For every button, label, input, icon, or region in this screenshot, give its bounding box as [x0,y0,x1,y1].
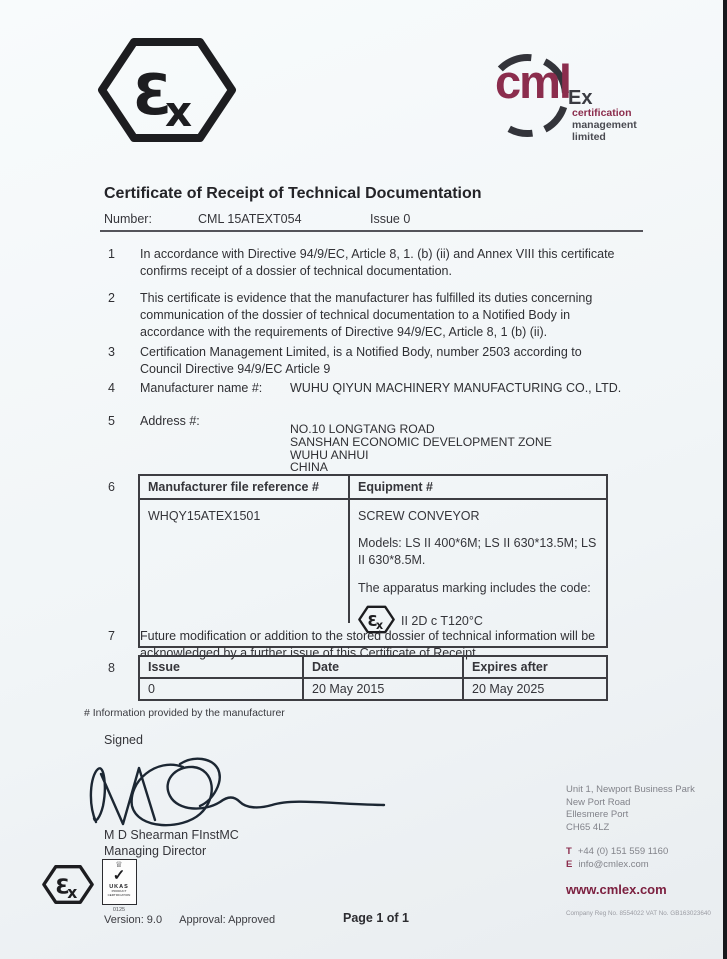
signatory-role: Managing Director [104,844,207,858]
company-contact [566,845,718,871]
header-divider [100,230,643,232]
clause-2 [108,290,618,341]
signatory-name: M D Shearman FInstMC [104,828,239,842]
email-label: E [566,859,573,870]
ex-epsilon-glyph: Ɛ [133,63,172,128]
ex-x-glyph: x [375,618,384,632]
phone-number: +44 (0) 151 559 1160 [577,846,669,857]
company-address [566,784,718,834]
clause-text: Future modification or addition to the stored dossier of technical information will be acknowledged by a further issue of this Certificate of Receipt [140,629,596,660]
ex-epsilon-glyph: Ɛ [55,874,70,899]
issue-header: Issue [140,657,304,677]
company-registration: Company Reg No. 8554022 VAT No. GB163023640 [566,910,711,917]
equipment-header: Equipment # [358,480,434,494]
atex-ex-logo-small [42,864,94,905]
cml-logo [484,42,669,157]
address-line: CHINA [290,460,328,475]
issue-table [138,655,608,701]
cml-wordmark: cml [495,55,570,108]
ukas-name: UKAS [109,884,129,890]
ukas-number: 0125 [112,907,126,913]
equipment-cell [350,500,606,646]
issue-label: Issue 0 [370,212,411,226]
address-value [290,423,630,474]
clause-1 [108,246,618,280]
checkmark-icon: ✓ [112,867,126,884]
address-line: New Port Road [566,796,631,808]
ukas-mark [99,859,139,913]
company-footer [566,784,718,917]
clause-text: Certification Management Limited, is a Notified Body, number 2503 according to Council Directive 94/9/EC Article 9 [140,345,582,376]
email-address: info@cmlex.com [578,859,649,870]
issue-table-row [140,679,606,699]
ukas-subtext: PRODUCT [111,889,127,893]
manufacturer-name-label: Manufacturer name #: [140,381,263,395]
clause-number-6: 6 [108,480,115,494]
address-line: SANSHAN ECONOMIC DEVELOPMENT ZONE [290,434,552,449]
issue-table-header [140,657,606,679]
equipment-table-row [140,500,606,646]
cml-tagline-certification: certification [572,107,632,119]
crown-icon: ♕ [115,860,123,869]
clause-number: 3 [108,345,115,359]
ukas-box [102,859,137,905]
clause-text: In accordance with Directive 94/9/EC, Article 8, 1. (b) (ii) and Annex VIII this certificate confirms receipt of a dossier of technical documentation. [140,247,615,278]
signed-label: Signed [104,733,143,747]
certificate-title: Certificate of Receipt of Technical Documentation [104,185,482,202]
expires-header: Expires after [472,660,548,674]
scan-edge [723,0,727,959]
issue-value: 0 [140,679,304,699]
date-value: 20 May 2015 [304,679,464,699]
clause-number-8: 8 [108,661,115,675]
phone-line [566,845,718,858]
clause-5-address [108,413,618,475]
page-number: Page 1 of 1 [343,911,409,925]
cml-tagline-limited: limited [572,131,606,143]
file-reference-value: WHQY15ATEX1501 [140,500,350,623]
clause-number: 5 [108,414,115,428]
cml-tagline-management: management [572,119,637,131]
date-header: Date [304,657,464,677]
clause-number: 4 [108,381,115,395]
cml-ex-label: Ex [568,87,593,109]
address-line: WUHU ANHUI [290,447,369,462]
address-line: Unit 1, Newport Business Park [566,784,695,795]
ex-x-glyph: x [165,87,193,136]
manufacturer-name-value: WUHU QIYUN MACHINERY MANUFACTURING CO., LTD. [290,381,622,395]
number-label: Number: [104,212,152,226]
file-reference-header: Manufacturer file reference # [140,476,350,498]
equipment-table-header [140,476,606,500]
marking-code: II 2D c T120°C [401,614,483,628]
ex-epsilon-glyph: Ɛ [367,612,378,630]
ex-x-glyph: x [67,883,78,902]
clause-number: 1 [108,247,115,261]
approval-label: Approval: Approved [179,914,276,926]
certificate-number: CML 15ATEXT054 [198,212,302,226]
equipment-models: Models: LS II 400*6M; LS II 630*13.5M; LS II 630*8.5M. [358,536,597,567]
ukas-subtext: CERTIFICATION [107,892,131,897]
email-line [566,858,718,871]
expires-value: 20 May 2025 [472,682,545,696]
address-line: NO.10 LONGTANG ROAD [290,422,435,436]
marking-intro: The apparatus marking includes the code: [358,581,591,595]
address-line: CH65 4LZ [566,821,610,833]
certificate-number-row [104,212,604,228]
address-line: Ellesmere Port [566,809,629,820]
clause-number: 2 [108,291,115,305]
phone-label: T [566,846,572,857]
version-line [104,914,275,926]
manufacturer-footnote: # Information provided by the manufacturer [84,707,285,719]
cml-tagline [572,107,637,143]
address-label: Address #: [140,414,200,428]
clause-4-manufacturer [108,380,622,414]
clause-number: 7 [108,629,115,643]
clause-3 [108,344,618,378]
atex-ex-logo [97,35,237,145]
version-label: Version: 9.0 [104,914,163,926]
clause-text: This certificate is evidence that the manufacturer has fulfilled its duties concerning communication of the dossier of technical documentation to a Notified Body in accordance with the requirements of Directive 94/9/EC, Article 8, 1 (b) (ii). [140,291,593,339]
equipment-table [138,474,608,648]
equipment-name: SCREW CONVEYOR [358,509,480,523]
website-url: www.cmlex.com [566,882,667,897]
